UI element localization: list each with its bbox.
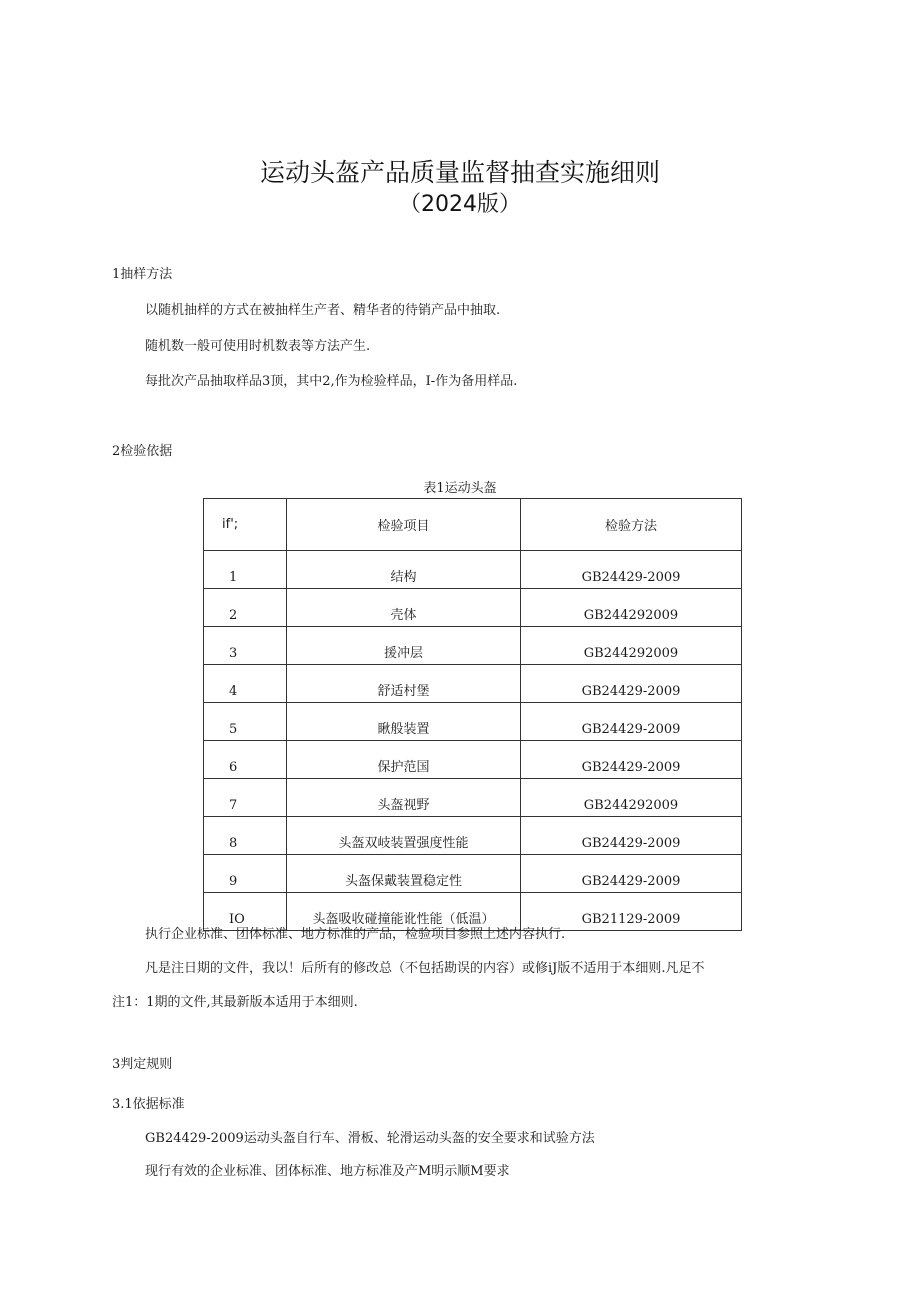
section2-note-2: 凡是注日期的文件，我以！后所有的修改总（不包括勘误的内容）或修iJ版不适用于本细则.凡足不 [145,961,705,976]
row-number: 8 [204,817,287,855]
row-method: GB244292009 [521,779,742,817]
row-method: GB24429-2009 [521,551,742,589]
row-item: 头盔保戴装置稳定性 [287,855,521,893]
row-number: 2 [204,589,287,627]
row-method: GB244292009 [521,589,742,627]
section2-heading: 2检验依据 [112,444,173,459]
row-item: 援冲层 [287,627,521,665]
row-method: GB24429-2009 [521,817,742,855]
table-row [204,551,742,589]
section1-paragraph-2: 随机数一般可使用时机数表等方法产生. [145,339,371,354]
row-item: 头盔双岐装置强度性能 [287,817,521,855]
row-number: 1 [204,551,287,589]
row-number: IO [204,893,287,931]
row-method: GB21129-2009 [521,893,742,931]
table-row [204,703,742,741]
row-item: 头盔视野 [287,779,521,817]
section1-heading: 1抽样方法 [112,267,173,282]
table-row [204,855,742,893]
row-method: GB24429-2009 [521,665,742,703]
section1-paragraph-1: 以随机抽样的方式在被抽样生产者、精华者的待销产品中抽取. [145,303,501,318]
row-number: 7 [204,779,287,817]
header-method: 检验方法 [521,499,742,551]
row-number: 6 [204,741,287,779]
row-item: 结构 [287,551,521,589]
section2-note-1: 执行企业标准、团体标准、地方标准的产品，检验项目参照上述内容执行. [145,927,566,942]
row-number: 5 [204,703,287,741]
table-header-row [204,499,742,551]
row-method: GB24429-2009 [521,741,742,779]
section2-note-3: 注1：1期的文件,其最新版本适用于本细则. [112,995,358,1010]
table-row [204,665,742,703]
table-row [204,893,742,931]
table-row [204,589,742,627]
header-item: 检验项目 [287,499,521,551]
section3-paragraph-1: GB24429-2009运动头盔自行车、滑板、轮滑运动头盔的安全要求和试验方法 [145,1131,595,1146]
row-item: 头盔吸收碰撞能讹性能（低温） [287,893,521,931]
header-number: if'; [204,499,287,551]
section3-sub-heading: 3.1依据标准 [112,1097,185,1112]
inspection-table [203,498,742,931]
row-number: 9 [204,855,287,893]
document-title: 运动头盔产品质量监督抽查实施细则 [259,158,660,187]
row-number: 3 [204,627,287,665]
section3-paragraph-2: 现行有效的企业标准、团体标准、地方标准及产M明示顺M要求 [145,1164,510,1179]
table-row [204,817,742,855]
section3-heading: 3判定规则 [112,1057,173,1072]
row-item: 舒适村堡 [287,665,521,703]
row-number: 4 [204,665,287,703]
row-item: 瞅般装置 [287,703,521,741]
row-method: GB244292009 [521,627,742,665]
row-item: 壳体 [287,589,521,627]
document-subtitle: （2024版） [399,192,521,217]
table-row [204,779,742,817]
row-method: GB24429-2009 [521,703,742,741]
section1-paragraph-3: 每批次产品抽取样品3顶，其中2,作为检验样品，I-作为备用样品. [145,374,518,389]
table-row [204,741,742,779]
row-item: 保护范国 [287,741,521,779]
row-method: GB24429-2009 [521,855,742,893]
table-row [204,627,742,665]
table-caption: 表1运动头盔 [423,481,497,496]
